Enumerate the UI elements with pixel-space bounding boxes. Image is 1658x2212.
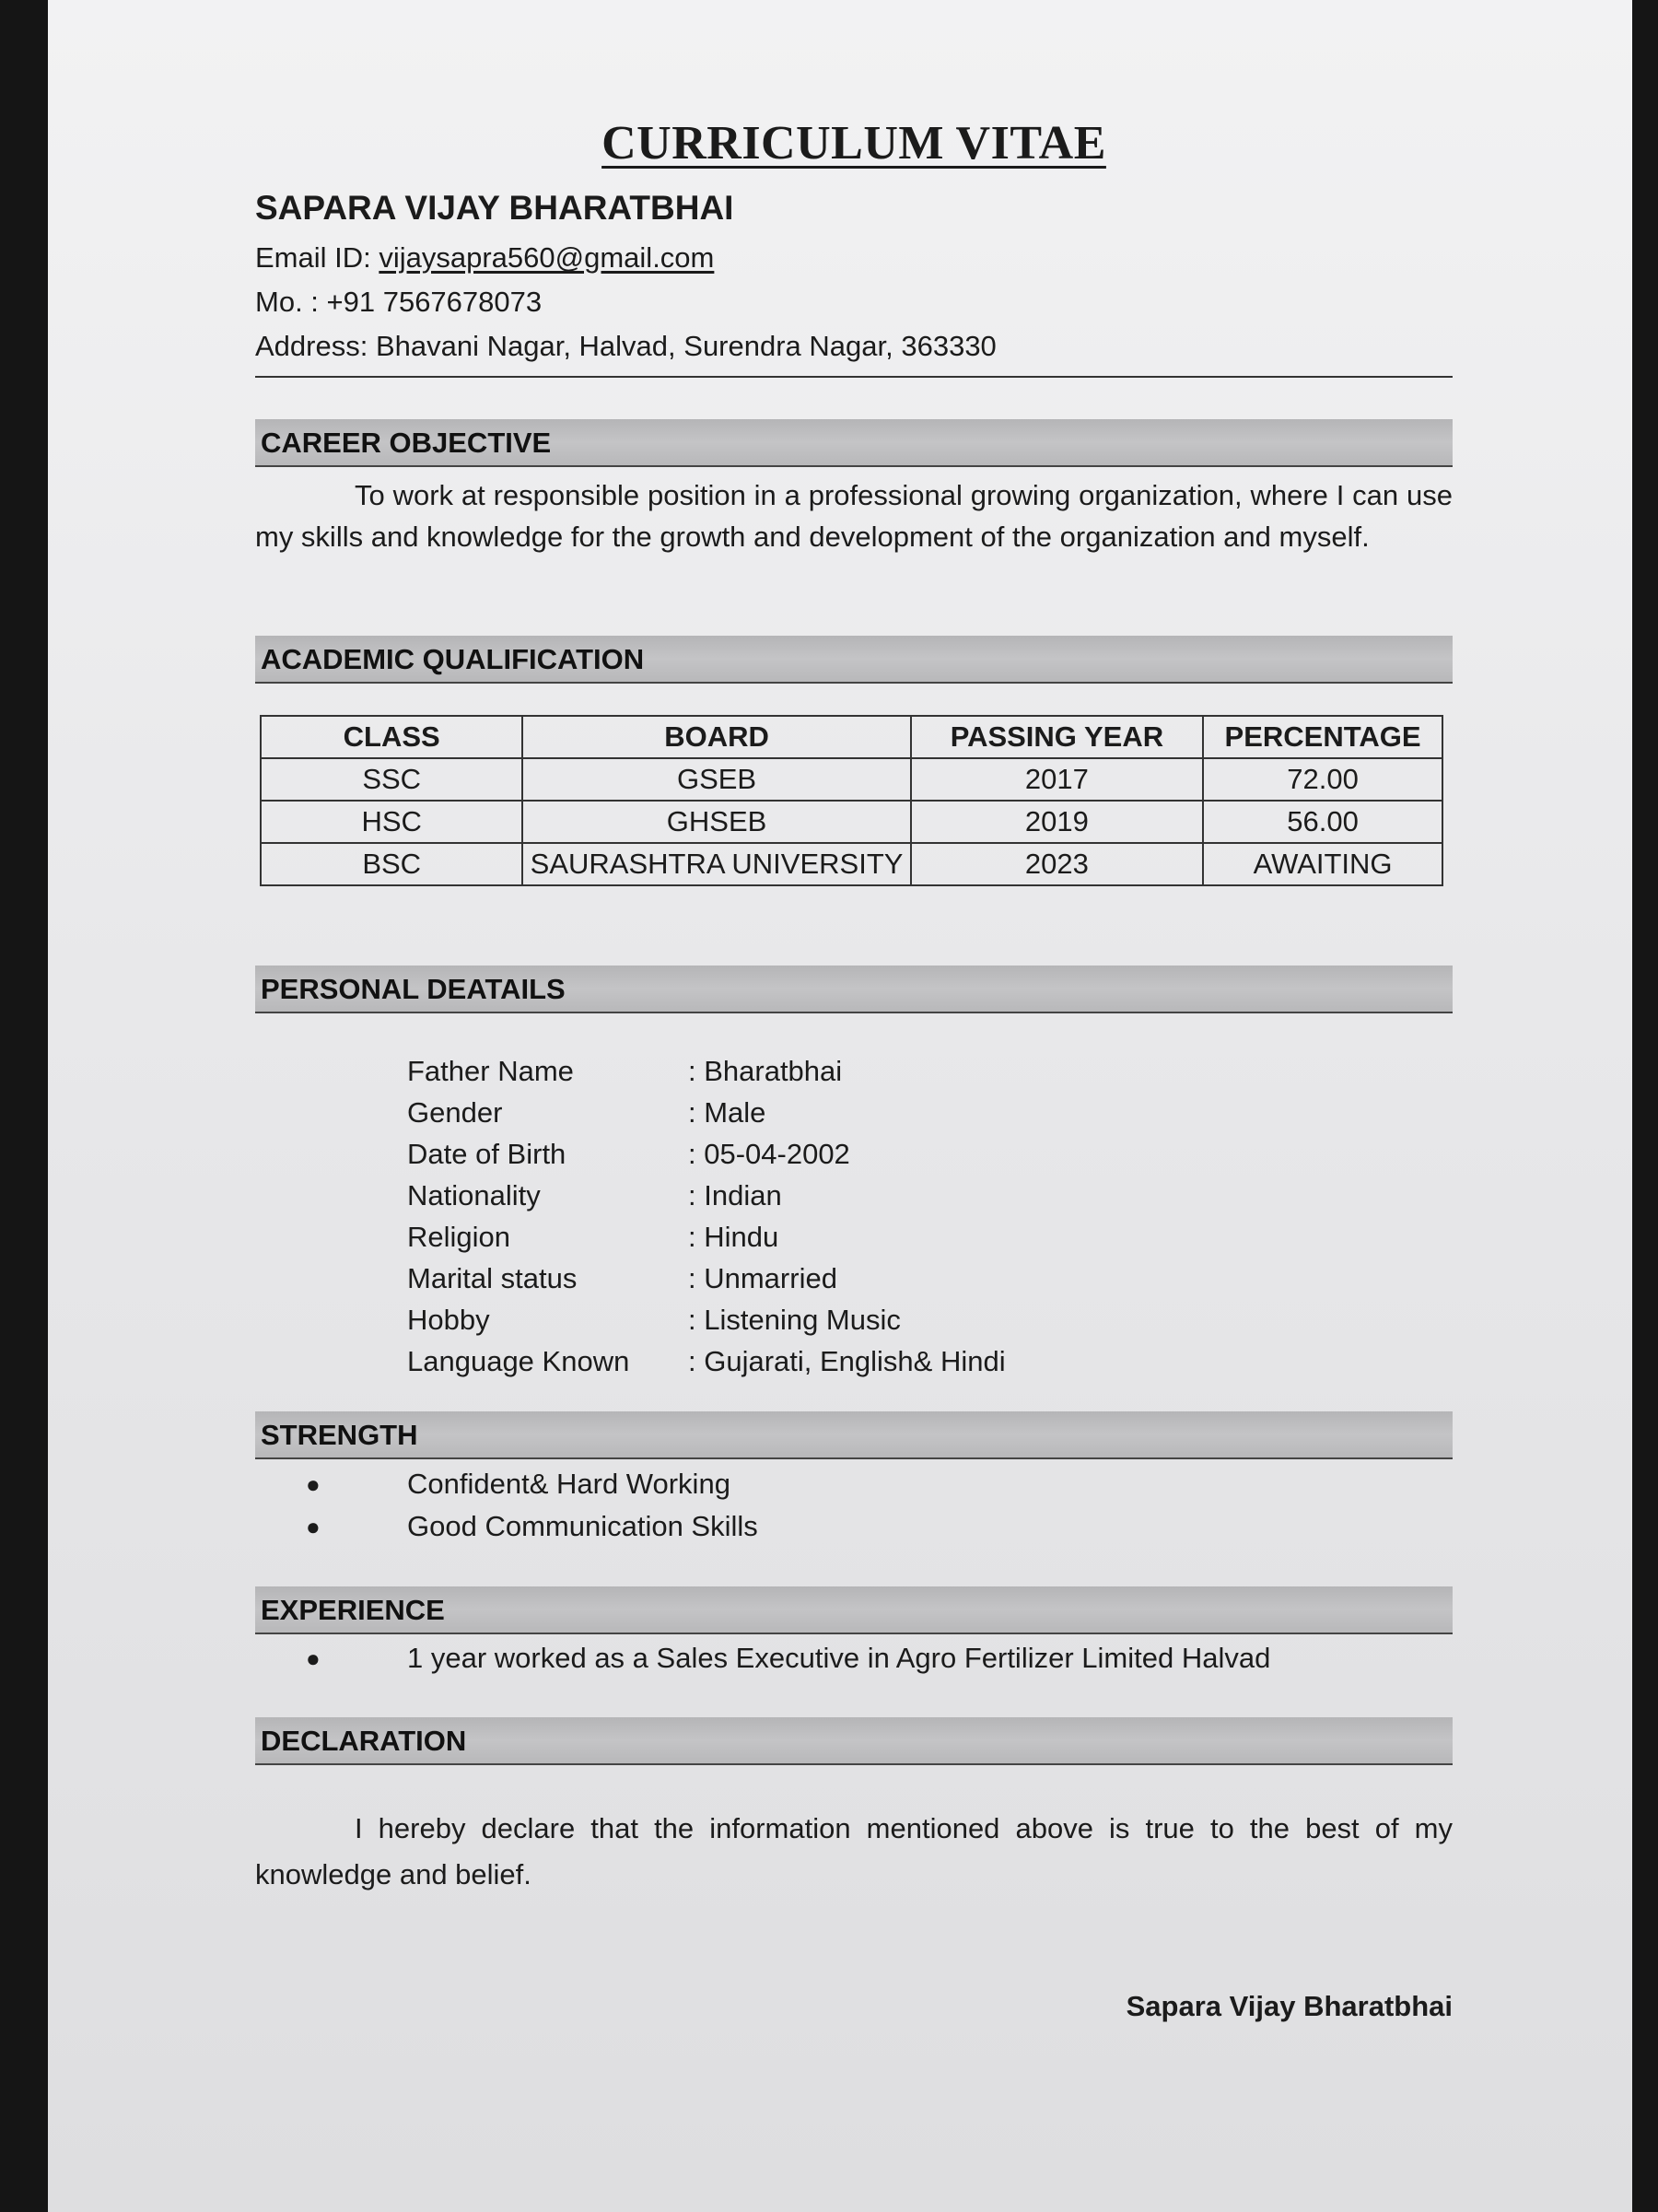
strength-heading <box>255 1411 1453 1459</box>
table-header-row <box>261 716 1442 758</box>
table-cell: GSEB <box>522 758 910 801</box>
detail-value: : Male <box>688 1095 766 1129</box>
signature-name: Sapara Vijay Bharatbhai <box>1126 1990 1453 2022</box>
career-objective-heading <box>255 419 1453 467</box>
table-cell: HSC <box>261 801 522 843</box>
detail-value: : Bharatbhai <box>688 1054 843 1087</box>
personal-details-heading <box>255 966 1453 1013</box>
detail-value: : Listening Music <box>688 1303 901 1336</box>
column-header: CLASS <box>261 716 522 758</box>
email-line <box>255 241 714 275</box>
address-line <box>255 330 997 363</box>
list-item <box>407 1092 1006 1133</box>
detail-value: : Indian <box>688 1178 782 1211</box>
detail-label: Nationality <box>407 1178 541 1211</box>
detail-value: : Gujarati, English& Hindi <box>688 1344 1006 1377</box>
personal-details-list <box>407 1050 1006 1382</box>
detail-label: Marital status <box>407 1261 578 1294</box>
strength-text: Confident& Hard Working <box>407 1468 730 1500</box>
declaration-text <box>255 1806 1453 1898</box>
table-cell: 2017 <box>911 758 1203 801</box>
table-cell: 72.00 <box>1203 758 1442 801</box>
detail-value: : Unmarried <box>688 1261 837 1294</box>
detail-label: Hobby <box>407 1303 490 1336</box>
table-cell: 2019 <box>911 801 1203 843</box>
email-value: vijaysapra560@gmail.com <box>379 241 715 274</box>
bullet-icon: ● <box>306 1512 321 1540</box>
table-row <box>261 758 1442 801</box>
list-item <box>407 1216 1006 1258</box>
declaration-heading <box>255 1717 1453 1765</box>
mobile-line <box>255 286 542 319</box>
academic-qualification-heading <box>255 636 1453 684</box>
column-header: BOARD <box>522 716 910 758</box>
address-label: Address: <box>255 330 376 362</box>
column-header: PASSING YEAR <box>911 716 1203 758</box>
cv-content <box>255 0 1453 2212</box>
bullet-icon: ● <box>306 1469 321 1498</box>
strength-text: Good Communication Skills <box>407 1510 758 1542</box>
table-cell: GHSEB <box>522 801 910 843</box>
table-cell: SAURASHTRA UNIVERSITY <box>522 843 910 885</box>
detail-value: : Hindu <box>688 1220 779 1253</box>
mobile-label: Mo. : <box>255 286 327 318</box>
page-title <box>255 116 1453 170</box>
career-objective-label: CAREER OBJECTIVE <box>261 427 552 459</box>
column-header: PERCENTAGE <box>1203 716 1442 758</box>
table-cell: SSC <box>261 758 522 801</box>
table-row <box>261 801 1442 843</box>
list-item <box>306 1637 1270 1679</box>
detail-label: Gender <box>407 1095 503 1129</box>
detail-value: : 05-04-2002 <box>688 1137 850 1170</box>
list-item <box>407 1133 1006 1175</box>
experience-label: EXPERIENCE <box>261 1594 445 1626</box>
table-cell: 56.00 <box>1203 801 1442 843</box>
detail-label: Language Known <box>407 1344 630 1377</box>
candidate-name: SAPARA VIJAY BHARATBHAI <box>255 189 734 227</box>
career-objective-body: To work at responsible position in a professional growing organization, where I can use my skills and knowledge for the growth and development of the organization and myself. <box>255 479 1453 553</box>
table-row <box>261 843 1442 885</box>
career-objective-text <box>255 474 1453 557</box>
detail-label: Date of Birth <box>407 1137 566 1170</box>
detail-label: Father Name <box>407 1054 574 1087</box>
title-text: CURRICULUM VITAE <box>601 117 1106 170</box>
strength-list <box>306 1463 758 1548</box>
list-item <box>306 1463 758 1505</box>
table-cell: BSC <box>261 843 522 885</box>
bullet-icon: ● <box>306 1644 321 1672</box>
email-label: Email ID: <box>255 241 379 274</box>
strength-label: STRENGTH <box>261 1419 418 1451</box>
declaration-label: DECLARATION <box>261 1725 467 1757</box>
personal-details-label: PERSONAL DEATAILS <box>261 973 566 1005</box>
experience-text: 1 year worked as a Sales Executive in Agro Fertilizer Limited Halvad <box>407 1642 1271 1674</box>
list-item <box>407 1175 1006 1216</box>
header-divider <box>255 376 1453 378</box>
declaration-body: I hereby declare that the information mentioned above is true to the best of my knowledge and belief. <box>255 1812 1453 1890</box>
mobile-value: +91 7567678073 <box>326 286 543 318</box>
list-item <box>407 1258 1006 1299</box>
experience-list <box>306 1637 1270 1679</box>
list-item <box>407 1299 1006 1340</box>
detail-label: Religion <box>407 1220 511 1253</box>
table-cell: 2023 <box>911 843 1203 885</box>
list-item <box>407 1050 1006 1092</box>
table-cell: AWAITING <box>1203 843 1442 885</box>
academic-qualification-label: ACADEMIC QUALIFICATION <box>261 643 645 675</box>
experience-heading <box>255 1586 1453 1634</box>
list-item <box>407 1340 1006 1382</box>
paper-sheet <box>48 0 1632 2212</box>
list-item <box>306 1505 758 1548</box>
academic-table <box>260 715 1443 886</box>
address-value: Bhavani Nagar, Halvad, Surendra Nagar, 363330 <box>375 330 997 362</box>
